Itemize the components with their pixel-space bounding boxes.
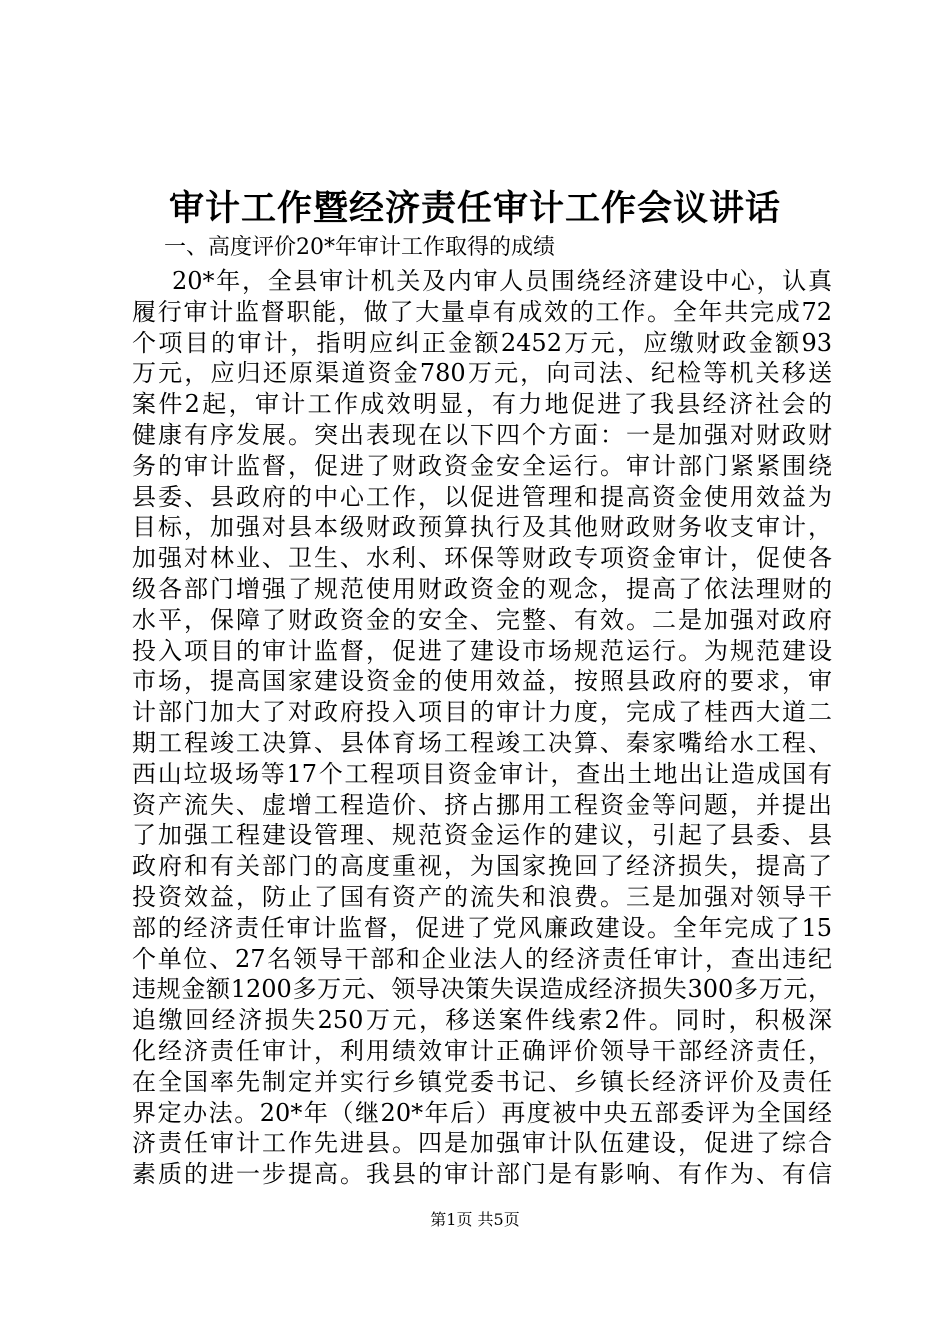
body-line: 化经济责任审计，利用绩效审计正确评价领导干部经济责任， bbox=[132, 1036, 832, 1065]
body-line: 级各部门增强了规范使用财政资金的观念，提高了依法理财的 bbox=[132, 574, 832, 603]
body-line: 个项目的审计，指明应纠正金额2452万元，应缴财政金额93 bbox=[132, 328, 832, 357]
body-line: 目标，加强对县本级财政预算执行及其他财政财务收支审计， bbox=[132, 513, 832, 542]
body-text bbox=[132, 266, 832, 1190]
page-footer: 第1页 共5页 bbox=[430, 1210, 520, 1229]
body-line: 追缴回经济损失250万元，移送案件线索2件。同时，积极深 bbox=[132, 1006, 832, 1035]
body-line: 个单位、27名领导干部和企业法人的经济责任审计，查出违纪 bbox=[132, 944, 832, 973]
document-title: 审计工作暨经济责任审计工作会议讲话 bbox=[168, 188, 781, 229]
body-line: 在全国率先制定并实行乡镇党委书记、乡镇长经济评价及责任 bbox=[132, 1067, 832, 1096]
body-line: 济责任审计工作先进县。四是加强审计队伍建设，促进了综合 bbox=[132, 1129, 832, 1158]
body-line: 期工程竣工决算、县体育场工程竣工决算、秦家嘴给水工程、 bbox=[132, 728, 832, 757]
body-line: 政府和有关部门的高度重视，为国家挽回了经济损失，提高了 bbox=[132, 852, 832, 881]
body-line: 素质的进一步提高。我县的审计部门是有影响、有作为、有信 bbox=[132, 1160, 832, 1189]
body-line: 部的经济责任审计监督，促进了党风廉政建设。全年完成了15 bbox=[132, 913, 832, 942]
body-line: 投资效益，防止了国有资产的流失和浪费。三是加强对领导干 bbox=[132, 882, 832, 911]
body-line: 万元，应归还原渠道资金780万元，向司法、纪检等机关移送 bbox=[132, 359, 832, 388]
body-line: 20*年，全县审计机关及内审人员围绕经济建设中心，认真 bbox=[172, 267, 832, 295]
body-line: 市场，提高国家建设资金的使用效益，按照县政府的要求，审 bbox=[132, 667, 832, 696]
body-line: 西山垃圾场等17个工程项目资金审计，查出土地出让造成国有 bbox=[132, 759, 832, 788]
body-line: 违规金额1200多万元、领导决策失误造成经济损失300多万元， bbox=[132, 975, 832, 1004]
body-line: 案件2起，审计工作成效明显，有力地促进了我县经济社会的 bbox=[132, 390, 832, 419]
section-heading: 一、高度评价20*年审计工作取得的成绩 bbox=[164, 235, 555, 260]
body-line: 县委、县政府的中心工作，以促进管理和提高资金使用效益为 bbox=[132, 482, 832, 511]
body-line: 水平，保障了财政资金的安全、完整、有效。二是加强对政府 bbox=[132, 605, 832, 634]
body-line: 务的审计监督，促进了财政资金安全运行。审计部门紧紧围绕 bbox=[132, 451, 832, 480]
body-line: 加强对林业、卫生、水利、环保等财政专项资金审计，促使各 bbox=[132, 544, 832, 573]
body-line: 健康有序发展。突出表现在以下四个方面：一是加强对财政财 bbox=[132, 420, 832, 449]
body-line: 计部门加大了对政府投入项目的审计力度，完成了桂西大道二 bbox=[132, 698, 832, 727]
body-line: 履行审计监督职能，做了大量卓有成效的工作。全年共完成72 bbox=[132, 297, 832, 326]
body-line: 资产流失、虚增工程造价、挤占挪用工程资金等问题，并提出 bbox=[132, 790, 832, 819]
body-line: 投入项目的审计监督，促进了建设市场规范运行。为规范建设 bbox=[132, 636, 832, 665]
body-line: 了加强工程建设管理、规范资金运作的建议，引起了县委、县 bbox=[132, 821, 832, 850]
body-line: 界定办法。20*年（继20*年后）再度被中央五部委评为全国经 bbox=[132, 1098, 832, 1127]
